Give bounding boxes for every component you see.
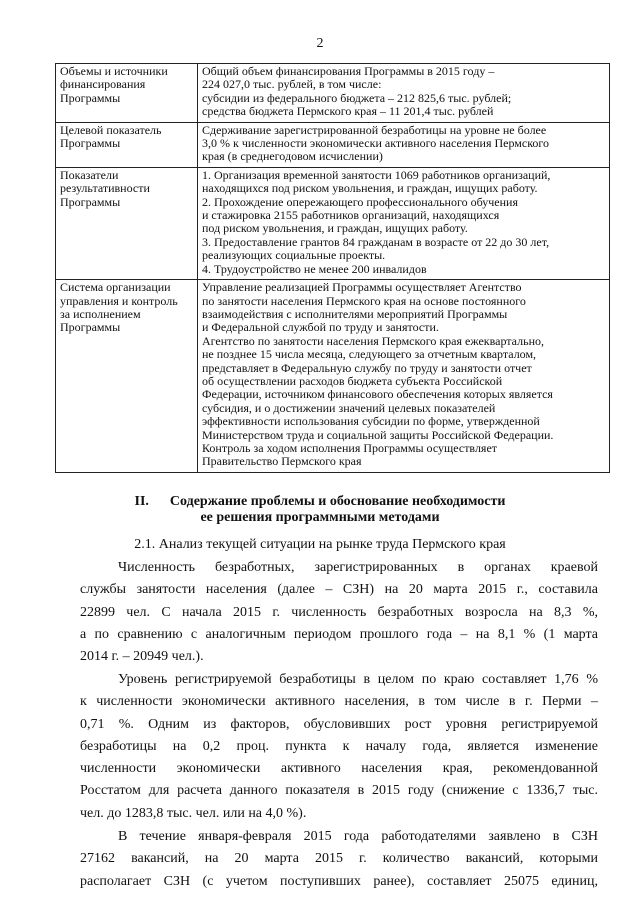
table-value-line: Сдерживание зарегистрированной безработицы на уровне не более (202, 122, 547, 137)
table-label-cell (56, 167, 198, 279)
table-value-cell (198, 64, 610, 123)
table-label-cell (56, 64, 198, 123)
subsection-heading: 2.1. Анализ текущей ситуации на рынке труда Пермского края (134, 537, 506, 552)
table-label-line: финансирования (60, 77, 146, 92)
table-value-line: находящихся под риском увольнения, и граждан, ищущих работу. (202, 181, 538, 196)
table-value-cell (198, 167, 610, 279)
table-value-line: эффективности использования субсидии по форме, утвержденной (202, 414, 540, 429)
table-value-line: субсидия, и о достижении значений целевых показателей (202, 400, 496, 415)
table-label-line: Объемы и источники (60, 64, 168, 78)
table-value-line: представляет в Федеральную службу по труду и занятости отчет (202, 360, 532, 375)
section-heading-line1: II. Содержание проблемы и обоснование необходимости (134, 494, 506, 509)
table-value-line: субсидии из федерального бюджета – 212 825,6 тыс. рублей; (202, 90, 512, 105)
table-value-line: Контроль за ходом исполнения Программы осуществляет (202, 440, 498, 455)
paragraph-line: 22899 чел. С начала 2015 г. численность безработных возросла на 8,3 %, (80, 604, 598, 620)
table-value-line: реализующих социальные проекты. (202, 248, 386, 263)
table-value-line: 4. Трудоустройство не менее 200 инвалидов (202, 261, 427, 276)
table-value-line: 3. Предоставление грантов 84 гражданам в возрасте от 22 до 30 лет, (202, 234, 550, 249)
table-row (56, 280, 610, 473)
table-label-line: управления и контроль (60, 293, 178, 308)
table-label-line: Программы (60, 136, 121, 151)
table-value-line: Федерации, источником финансового обеспечения которых является (202, 387, 553, 402)
table-value-line: 1. Организация временной занятости 1069 работников организаций, (202, 167, 551, 182)
table-label-line: Целевой показатель (60, 122, 162, 137)
paragraph-line: службы занятости населения (далее – СЗН) на 20 марта 2015 г., составила (80, 582, 598, 598)
table-value-line: Общий объем финансирования Программы в 2015 году – (202, 64, 495, 78)
paragraph-line: а по сравнению с аналогичным периодом прошлого года – на 8,1 % (1 марта (80, 626, 598, 642)
table-label-line: результативности (60, 181, 150, 196)
table-value-line: средства бюджета Пермского края – 11 201,4 тыс. рублей (202, 104, 494, 119)
table-value-line: 2. Прохождение опережающего профессионального обучения (202, 194, 518, 209)
table-row (56, 64, 610, 123)
table-label-line: за исполнением (60, 306, 141, 321)
program-passport-table (55, 63, 610, 473)
table-label-line: Показатели (60, 167, 119, 182)
table-value-line: Агентство по занятости населения Пермского края ежеквартально, (202, 333, 544, 348)
paragraph-unemployment-rate (80, 669, 598, 825)
paragraph-line: 27162 вакансий, на 20 марта 2015 г. количество вакансий, которыми (80, 851, 598, 867)
table-value-line: 224 027,0 тыс. рублей, в том числе: (202, 77, 382, 92)
table-row (56, 122, 610, 167)
table-label-line: Программы (60, 90, 121, 105)
table-value-cell (198, 122, 610, 167)
paragraph-line: 0,71 %. Одним из факторов, обусловивших рост уровня регистрируемой (80, 716, 598, 732)
table-value-line: Управление реализацией Программы осуществляет Агентство (202, 280, 522, 295)
table-row (56, 167, 610, 279)
table-label-cell (56, 122, 198, 167)
paragraph-line: располагает СЗН (с учетом поступивших ранее), составляет 25075 единиц, (80, 873, 598, 889)
table-value-line: Министерством труда и социальной защиты Российской Федерации. (202, 427, 554, 442)
table-value-line: не позднее 15 числа месяца, следующего за отчетным кварталом, (202, 347, 537, 362)
table-value-line: об осуществлении расходов бюджета субъекта Российской (202, 373, 503, 388)
table-value-line: 3,0 % к численности экономически активного населения Пермского (202, 136, 550, 151)
paragraph-line: Росстатом для расчета данного показателя в 2015 году (снижение с 1336,7 тыс. (80, 783, 598, 799)
table-label-line: Система организации (60, 280, 171, 295)
table-value-line: под риском увольнения, и граждан, ищущих работу. (202, 221, 468, 236)
table-value-line: и стажировка 2155 работников организаций, находящихся (202, 208, 500, 223)
table-value-line: Правительство Пермского края (202, 454, 362, 469)
table-value-line: по занятости населения Пермского края на основе постоянного (202, 293, 526, 308)
section-heading (0, 494, 640, 526)
paragraph-vacancies (80, 826, 598, 893)
table-value-line: взаимодействия с исполнителями мероприятий Программы (202, 306, 508, 321)
paragraph-line: 2014 г. – 20949 чел.). (80, 649, 204, 665)
paragraph-line: Уровень регистрируемой безработицы в целом по краю составляет 1,76 % (118, 672, 598, 687)
paragraph-line: безработицы на 0,2 проц. пункта к началу года, является изменение (80, 738, 598, 754)
paragraph-line: к численности экономически активного населения, в том числе в г. Перми – (80, 694, 598, 710)
paragraph-unemployment-count (80, 557, 598, 668)
table-value-cell (198, 280, 610, 473)
table-value-line: и Федеральной службой по труду и занятости. (202, 320, 439, 335)
paragraph-line: Численность безработных, зарегистрированных в органах краевой (118, 560, 598, 575)
paragraph-line: численности экономически активного населения края, рекомендованной (80, 761, 598, 777)
table-label-line: Программы (60, 194, 121, 209)
table-label-cell (56, 280, 198, 473)
paragraph-line: чел. до 1283,8 тыс. чел. или на 4,0 %). (80, 805, 307, 821)
table-value-line: края (в среднегодовом исчислении) (202, 149, 383, 164)
paragraph-line: В течение января-февраля 2015 года работодателями заявлено в СЗН (118, 829, 598, 844)
section-heading-line2: ее решения программными методами (200, 510, 440, 525)
page-number: 2 (316, 36, 324, 51)
table-label-line: Программы (60, 320, 121, 335)
